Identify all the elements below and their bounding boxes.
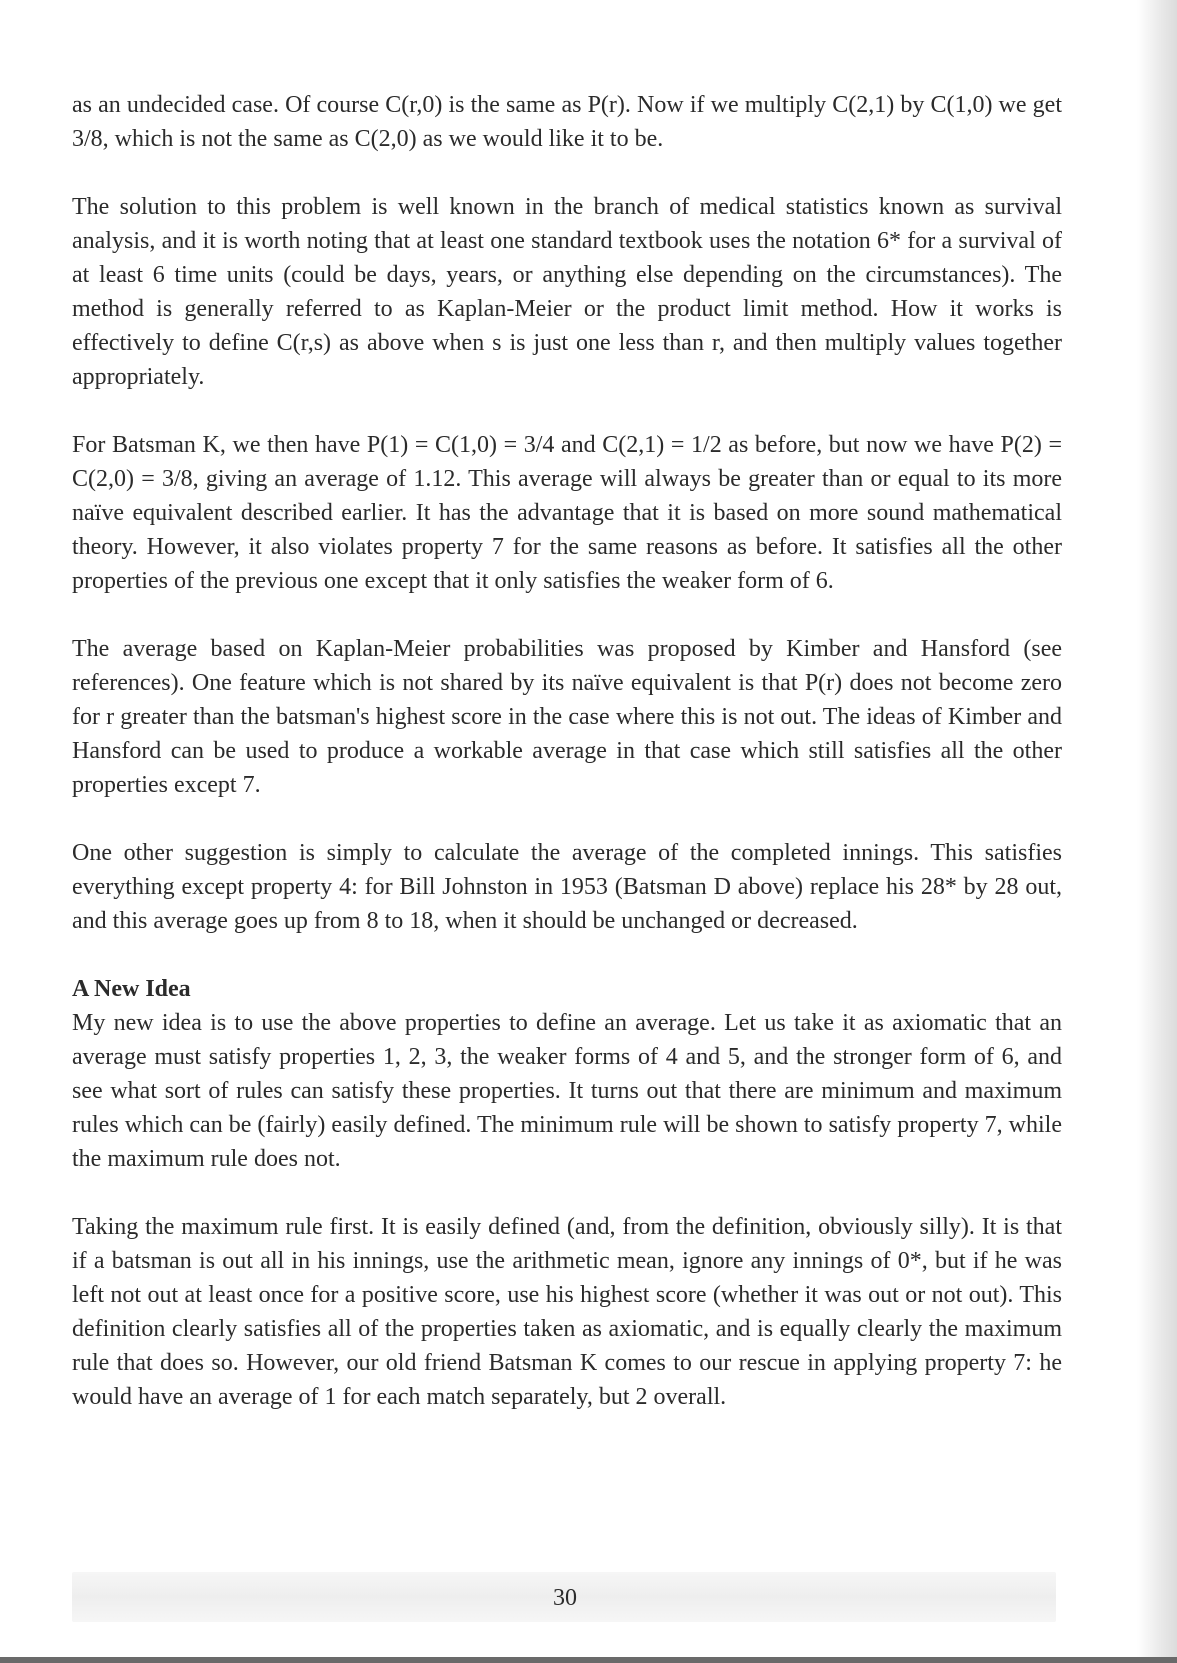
- paragraph-completed-innings: One other suggestion is simply to calculate the average of the completed innings. This satisfies everything except property 4: for Bill Johnston in 1953 (Batsman D above) replace his 28* by 28 out, and this average goes up from 8 to 18, when it should be unchanged or decreased.: [72, 840, 1062, 934]
- paragraph-survival-analysis: The solution to this problem is well known in the branch of medical statistics known as survival analysis, and it is worth noting that at least one standard textbook uses the notation 6* for a survival of at least 6 time units (could be days, years, or anything else depending on the circumstances). The method is generally referred to as Kaplan-Meier or the product limit method. How it works is effectively to define C(r,s) as above when s is just one less than r, and then multiply values together appropriately.: [72, 194, 1062, 390]
- page-edge-shadow: [1137, 0, 1177, 1663]
- section-heading: A New Idea: [72, 976, 191, 1002]
- page-number: 30: [553, 1585, 577, 1611]
- paragraph-new-idea: My new idea is to use the above properties to define an average. Let us take it as axiomatic that an average must satisfy properties 1, 2, 3, the weaker forms of 4 and 5, and the stronger form of 6, and see what sort of rules can satisfy these properties. It turns out that there are minimum and maximum rules which can be (fairly) easily defined. The minimum rule will be shown to satisfy property 7, while the maximum rule does not.: [72, 1010, 1062, 1172]
- paragraph-maximum-rule: Taking the maximum rule first. It is easily defined (and, from the definition, obviously silly). It is that if a batsman is out all in his innings, use the arithmetic mean, ignore any innings of 0*, but if he was left not out at least once for a positive score, use his highest score (whether it was out or not out). This definition clearly satisfies all of the properties taken as axiomatic, and is equally clearly the maximum rule that does so. However, our old friend Batsman K comes to our rescue in applying property 7: he would have an average of 1 for each match separately, but 2 overall.: [72, 1214, 1062, 1410]
- paragraph-undecided-case: as an undecided case. Of course C(r,0) is the same as P(r). Now if we multiply C(2,1) by C(1,0) we get 3/8, which is not the same as C(2,0) as we would like it to be.: [72, 92, 1062, 152]
- page-bottom-edge: [0, 1657, 1177, 1663]
- paragraph-kimber-hansford: The average based on Kaplan-Meier probabilities was proposed by Kimber and Hansford (see references). One feature which is not shared by its naïve equivalent is that P(r) does not become zero for r greater than the batsman's highest score in the case where this is not out. The ideas of Kimber and Hansford can be used to produce a workable average in that case which still satisfies all the other properties except 7.: [72, 636, 1062, 798]
- paragraph-batsman-k: For Batsman K, we then have P(1) = C(1,0) = 3/4 and C(2,1) = 1/2 as before, but now we have P(2) = C(2,0) = 3/8, giving an average of 1.12. This average will always be greater than or equal to its more naïve equivalent described earlier. It has the advantage that it is based on more sound mathematical theory. However, it also violates property 7 for the same reasons as before. It satisfies all the other properties of the previous one except that it only satisfies the weaker form of 6.: [72, 432, 1062, 594]
- page-body: [72, 88, 1062, 1414]
